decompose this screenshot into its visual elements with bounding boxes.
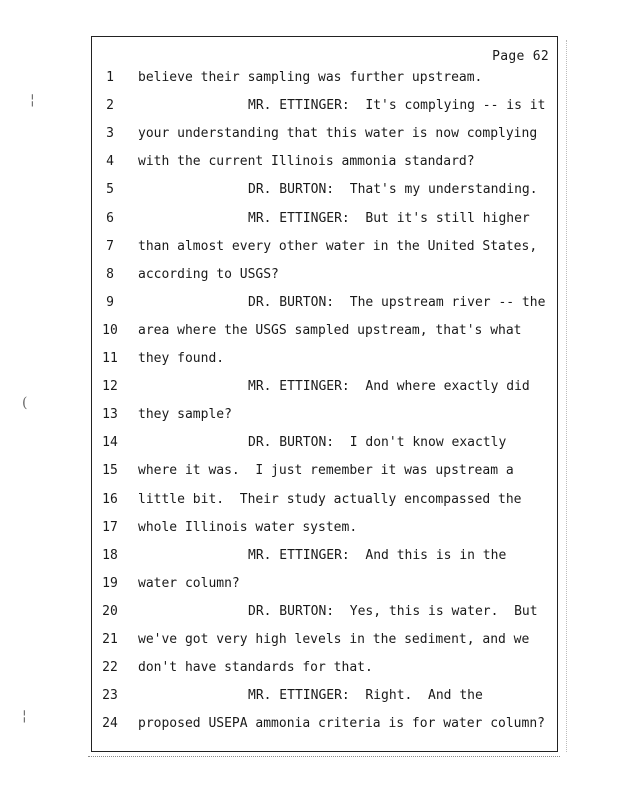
line-text: DR. BURTON: The upstream river -- the bbox=[248, 294, 546, 310]
transcript-line bbox=[92, 125, 557, 143]
line-text: they sample? bbox=[138, 407, 232, 423]
line-text: according to USGS? bbox=[138, 266, 279, 282]
line-number: 1 bbox=[106, 70, 114, 85]
transcript-line bbox=[92, 631, 557, 649]
line-number: 3 bbox=[106, 126, 114, 142]
transcript-line bbox=[92, 687, 557, 705]
transcript-line bbox=[92, 266, 557, 284]
line-text: we've got very high levels in the sediment, and we bbox=[138, 632, 530, 647]
transcript-line bbox=[92, 350, 557, 368]
line-number: 4 bbox=[106, 154, 114, 170]
line-text: they found. bbox=[138, 351, 225, 366]
line-text: whole Illinois water system. bbox=[138, 519, 358, 535]
transcript-line bbox=[92, 294, 557, 312]
scan-edge bbox=[566, 40, 567, 752]
line-number: 12 bbox=[102, 379, 118, 395]
transcript-line bbox=[92, 491, 557, 509]
transcript-line bbox=[92, 322, 557, 340]
line-number: 17 bbox=[102, 519, 118, 535]
transcript-line bbox=[92, 181, 557, 199]
line-number: 18 bbox=[102, 547, 118, 563]
margin-mark: ( bbox=[22, 395, 28, 411]
line-text: MR. ETTINGER: And this is in the bbox=[248, 547, 507, 563]
page-number: Page 62 bbox=[492, 49, 549, 64]
transcript-line bbox=[92, 434, 557, 452]
line-text: where it was. I just remember it was upstream a bbox=[138, 463, 514, 479]
line-text: little bit. Their study actually encompassed the bbox=[138, 491, 522, 507]
margin-mark: ¦ bbox=[30, 92, 35, 108]
line-number: 2 bbox=[106, 98, 114, 114]
line-number: 21 bbox=[102, 632, 118, 647]
line-number: 6 bbox=[106, 210, 114, 226]
line-text: MR. ETTINGER: Right. And the bbox=[248, 688, 483, 704]
footer-rule bbox=[88, 756, 560, 757]
transcript-line bbox=[92, 153, 557, 171]
line-number: 24 bbox=[102, 716, 118, 732]
transcript-line bbox=[92, 97, 557, 115]
line-text: area where the USGS sampled upstream, that's what bbox=[138, 322, 522, 338]
transcript-line bbox=[92, 659, 557, 677]
transcript-line bbox=[92, 547, 557, 565]
line-number: 15 bbox=[102, 463, 118, 479]
line-text: believe their sampling was further upstream. bbox=[138, 70, 483, 85]
line-number: 10 bbox=[102, 322, 118, 338]
line-number: 16 bbox=[102, 491, 118, 507]
line-number: 7 bbox=[106, 238, 114, 254]
transcript-line bbox=[92, 378, 557, 396]
transcript-line bbox=[92, 603, 557, 621]
line-text: DR. BURTON: That's my understanding. bbox=[248, 182, 538, 198]
transcript-line bbox=[92, 406, 557, 424]
transcript-line bbox=[92, 462, 557, 480]
line-number: 13 bbox=[102, 407, 118, 423]
line-text: with the current Illinois ammonia standard? bbox=[138, 154, 475, 170]
transcript-line bbox=[92, 69, 557, 87]
transcript-line bbox=[92, 210, 557, 228]
line-text: proposed USEPA ammonia criteria is for water column? bbox=[138, 716, 545, 732]
line-text: MR. ETTINGER: But it's still higher bbox=[248, 210, 530, 226]
line-number: 14 bbox=[102, 435, 118, 451]
line-text: than almost every other water in the United States, bbox=[138, 238, 538, 254]
margin-mark: ¦ bbox=[22, 708, 27, 724]
transcript-line bbox=[92, 575, 557, 593]
line-number: 9 bbox=[106, 294, 114, 310]
line-text: your understanding that this water is now complying bbox=[138, 126, 538, 142]
line-number: 20 bbox=[102, 603, 118, 619]
line-text: don't have standards for that. bbox=[138, 660, 373, 676]
line-text: MR. ETTINGER: And where exactly did bbox=[248, 379, 530, 395]
line-number: 11 bbox=[102, 351, 118, 366]
line-number: 22 bbox=[102, 660, 118, 676]
line-text: DR. BURTON: Yes, this is water. But bbox=[248, 603, 538, 619]
line-text: MR. ETTINGER: It's complying -- is it bbox=[248, 98, 546, 114]
transcript-line bbox=[92, 238, 557, 256]
line-number: 19 bbox=[102, 575, 118, 591]
line-text: water column? bbox=[138, 575, 240, 591]
line-text: DR. BURTON: I don't know exactly bbox=[248, 435, 507, 451]
line-number: 5 bbox=[106, 182, 114, 198]
line-number: 8 bbox=[106, 266, 114, 282]
line-number: 23 bbox=[102, 688, 118, 704]
transcript-line bbox=[92, 519, 557, 537]
transcript-page bbox=[91, 36, 558, 752]
transcript-line bbox=[92, 715, 557, 733]
